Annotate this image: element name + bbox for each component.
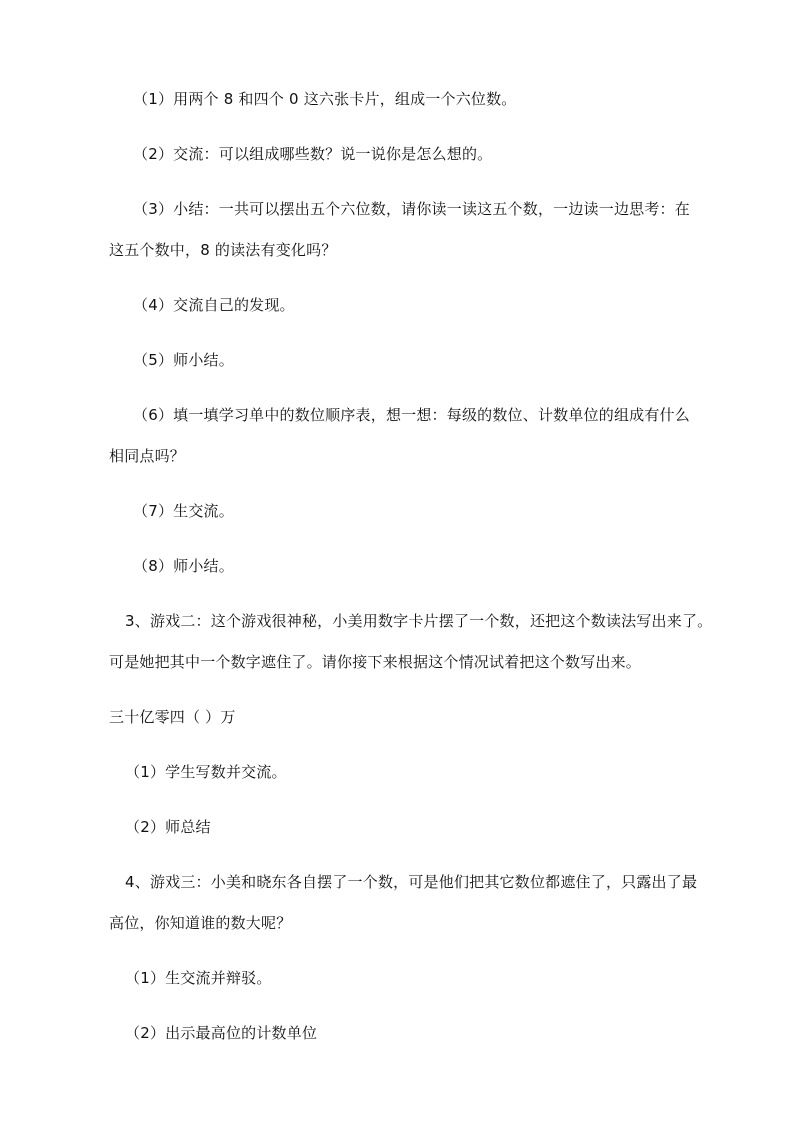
paragraph-9-line-1: 3、游戏二：这个游戏很神秘，小美用数字卡片摆了一个数，还把这个数读法写出来了。 (125, 612, 713, 630)
paragraph-2-line-1: （2）交流：可以组成哪些数？说一说你是怎么想的。 (133, 145, 493, 163)
paragraph-9-line-2: 可是她把其中一个数字遮住了。请你接下来根据这个情况试着把这个数写出来。 (109, 653, 642, 671)
paragraph-3-line-1: （3）小结：一共可以摆出五个六位数，请你读一读这五个数，一边读一边思考：在 (133, 200, 690, 218)
paragraph-15-line-1: （2）出示最高位的计数单位 (125, 1024, 318, 1042)
paragraph-11-line-1: （1）学生写数并交流。 (125, 763, 287, 781)
paragraph-7-line-1: （7）生交流。 (133, 502, 234, 520)
paragraph-13-line-2: 高位，你知道谁的数大呢？ (109, 914, 292, 932)
paragraph-6-line-1: （6）填一填学习单中的数位顺序表，想一想：每级的数位、计数单位的组成有什么 (133, 406, 690, 424)
paragraph-8-line-1: （8）师小结。 (133, 557, 234, 575)
paragraph-3-line-2: 这五个数中，8 的读法有变化吗？ (109, 241, 337, 259)
paragraph-5-line-1: （5）师小结。 (133, 351, 234, 369)
paragraph-4-line-1: （4）交流自己的发现。 (133, 296, 295, 314)
paragraph-12-line-1: （2）师总结 (125, 818, 211, 836)
paragraph-1-line-1: （1）用两个 8 和四个 0 这六张卡片，组成一个六位数。 (133, 90, 517, 108)
paragraph-10-line-1: 三十亿零四（ ）万 (109, 708, 236, 726)
paragraph-13-line-1: 4、游戏三：小美和晓东各自摆了一个数，可是他们把其它数位都遮住了，只露出了最 (125, 873, 698, 891)
paragraph-14-line-1: （1）生交流并辩驳。 (125, 969, 272, 987)
paragraph-6-line-2: 相同点吗？ (109, 447, 186, 465)
